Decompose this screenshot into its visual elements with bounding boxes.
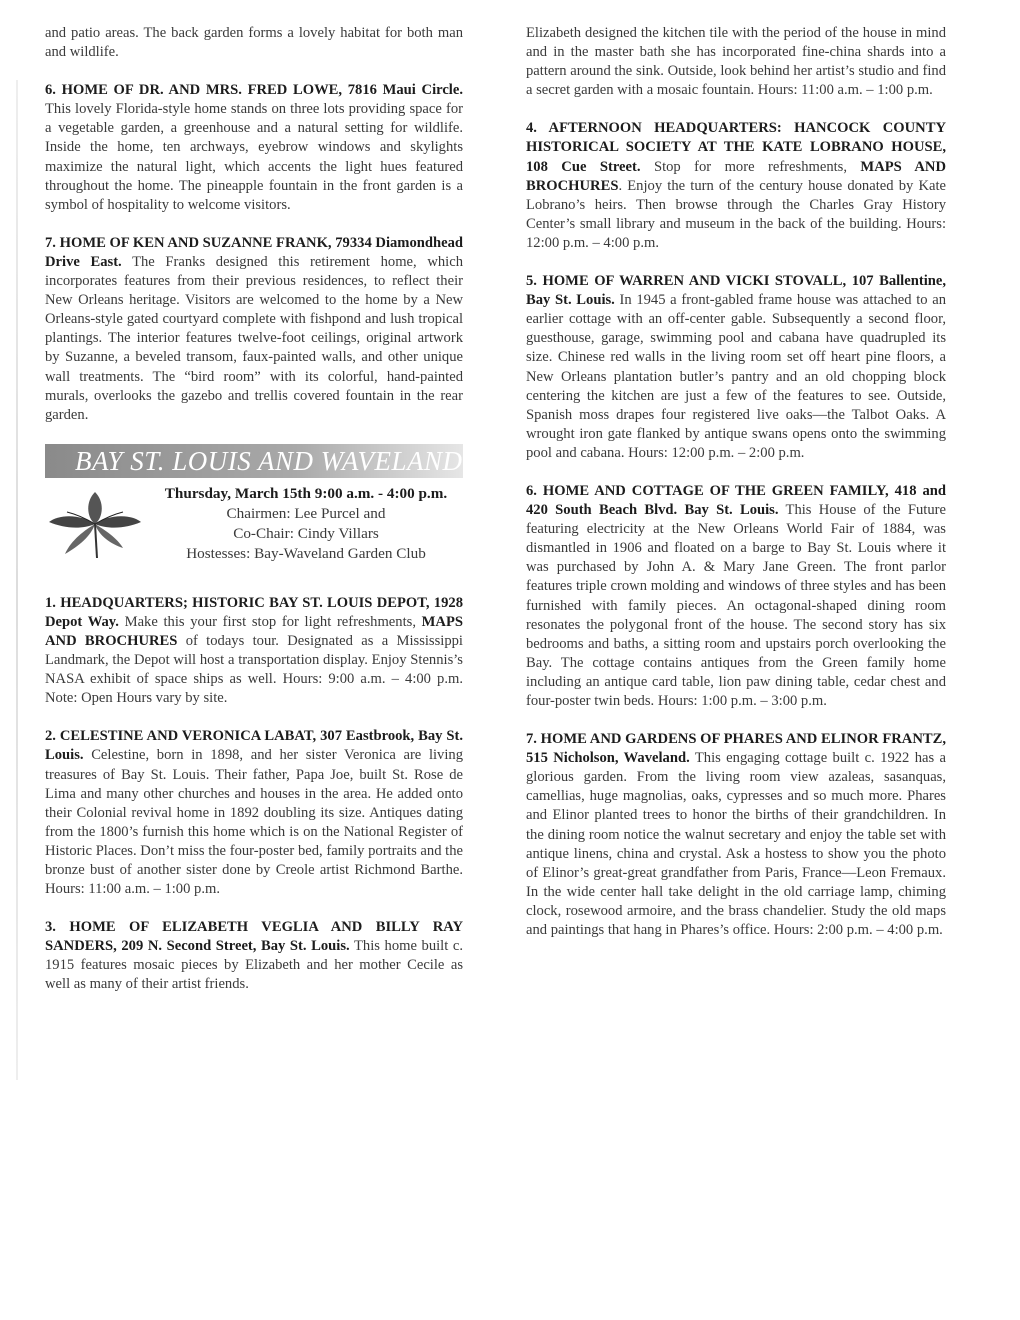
listing-heading: 6. HOME OF DR. AND MRS. FRED LOWE, 7816 Maui Circle. — [45, 82, 463, 99]
listing-heading: 5. HOME OF WARREN AND VICKI STOVALL, 107 Ballentine, Bay St. Louis. — [526, 273, 946, 309]
paragraph-continuation — [526, 24, 946, 100]
listing-body: This engaging cottage built c. 1922 has a glorious garden. From the living room view azaleas, sasanquas, camellias, huge magnolias, oaks, cypresses and so much more. Phares and Elinor planted trees to honor the births of their grandchildren. In the dining room notice the walnut secretary and enjoy the table set with antique linens, china and crystal. Ask a hostess to show you the photo of Elinor’s great-great grandfather from Paris, France—Leon Fremaux. In the wide center hall take delight in the old carriage lamp, chiming clock, rosewood armoire, and the brass chandelier. Study the old maps and paintings that hang in Phares’s office. Hours: 2:00 p.m. – 4:00 p.m. — [526, 750, 947, 939]
continuation-text: and patio areas. The back garden forms a lovely habitat for both man and wildlife. — [45, 25, 463, 61]
listing-3-veglia — [45, 918, 463, 994]
iris-flower-icon — [45, 484, 145, 558]
listing-body: This House of the Future featuring electricity at the New Orleans World Fair of 1884, was dismantled in 1906 and floated on a barge to Bay St. Louis where it was purchased by John A. & Mary Jane Green. The front parlor features triple crown molding and windows of three styles and has been furnished with family pieces. An octagonal-shaped dining room resonates the polygonal front of the house. The second story has six bedrooms and baths, a sitting room and upstairs porch overlooking the Bay. The cottage contains antiques from the Green family home including an antique card table, lion paw dining table, cedar chest and four-poster twin beds. Hours: 1:00 p.m. – 3:00 p.m. — [526, 502, 946, 709]
event-date: Thursday, March 15th 9:00 a.m. - 4:00 p.m. — [164, 484, 448, 502]
listing-heading: 1. HEADQUARTERS; HISTORIC BAY ST. LOUIS DEPOT, 1928 Depot Way. — [45, 594, 463, 630]
event-info — [45, 484, 463, 564]
left-column — [45, 24, 463, 1014]
listing-body: Stop for more refreshments, — [640, 158, 861, 175]
right-column — [526, 24, 946, 959]
listing-heading: 4. AFTERNOON HEADQUARTERS: HANCOCK COUNTY HISTORICAL SOCIETY AT THE KATE LOBRANO HOUSE, 108 Cue Street. — [526, 120, 946, 175]
listing-body: This lovely Florida-style home stands on three lots providing space for a vegetable garden, a greenhouse and a natural setting for wildlife. Inside the home, ten archways, eyebrow windows and skylights maximize the natural light, which accents the light hues featured throughout the home. The pineapple fountain in the front garden is a symbol of hospitality to welcome visitors. — [45, 101, 463, 213]
event-hostesses: Hostesses: Bay-Waveland Garden Club — [186, 544, 426, 562]
event-chairmen: Chairmen: Lee Purcel and — [226, 504, 386, 522]
event-cochair: Co-Chair: Cindy Villars — [233, 524, 379, 542]
listing-4-lobrano — [526, 119, 946, 253]
listing-2-labat — [45, 727, 463, 899]
listing-body: In 1945 a front-gabled frame house was attached to an earlier cottage with an off-center gable. Subsequently a second floor, guesthouse, garage, swimming pool and cabana have quadrupled its size. Chinese red walls in the living room set off heart pine floors, a New Orleans plantation butler’s pantry and an old chopping block centering the kitchen are just a few of the features to see. Outside, Spanish moss drapes four registered live oaks—the Talbot Oaks. A wrought iron gate flanked by antique swans opens onto the swimming pool and cabana. Hours: 12:00 p.m. – 2:00 p.m. — [526, 292, 946, 461]
listing-6-green — [526, 482, 946, 711]
listing-heading: 3. HOME OF ELIZABETH VEGLIA AND BILLY RAY SANDERS, 209 N. Second Street, Bay St. Louis. — [45, 919, 463, 955]
listing-heading: 6. HOME AND COTTAGE OF THE GREEN FAMILY, 418 and 420 South Beach Blvd. Bay St. Louis. — [526, 482, 946, 519]
continuation-text: Elizabeth designed the kitchen tile with the period of the house in mind and in the master bath she has incorporated fine-china shards into a pattern around the sink. Outside, look behind her artist’s studio and find a secret garden with a mosaic fountain. Hours: 11:00 a.m. – 1:00 p.m. — [526, 25, 946, 99]
listing-heading: 7. HOME AND GARDENS OF PHARES AND ELINOR FRANTZ, 515 Nicholson, Waveland. — [526, 731, 946, 767]
listing-body: . Enjoy the turn of the century house donated by Kate Lobrano’s heirs. Then browse through the Charles Gray History Center’s small library and museum in the back of the building. Hours: 12:00 p.m. – 4:00 p.m. — [526, 177, 946, 251]
listing-body: Make this your first stop for light refreshments, — [118, 613, 422, 630]
event-details — [149, 484, 463, 564]
listing-heading: 2. CELESTINE AND VERONICA LABAT, 307 Eastbrook, Bay St. Louis. — [45, 728, 463, 764]
paragraph-continuation — [45, 24, 463, 62]
listing-heading: 7. HOME OF KEN AND SUZANNE FRANK, 79334 Diamondhead Drive East. — [45, 234, 463, 270]
listing-7-frantz — [526, 730, 946, 940]
maps-brochures-label: MAPS AND BROCHURES — [45, 613, 463, 649]
listing-body: This home built c. 1915 features mosaic pieces by Elizabeth and her mother Cecile as well as many of their artist friends. — [45, 938, 463, 993]
listing-1-depot — [45, 594, 463, 709]
scan-edge-mark — [16, 80, 18, 1080]
listing-6-lowe — [45, 81, 463, 215]
maps-brochures-label: MAPS AND BROCHURES — [526, 158, 946, 194]
listing-body: The Franks designed this retirement home, which incorporates features from their previous residences, to reflect their New Orleans heritage. Visitors are welcomed to the home by a New Orleans-style gated courtyard complete with fishpond and lush tropical plantings. The interior features twelve-foot ceilings, original artwork by Suzanne, a beveled transom, faux-painted walls, and other unique wall treatments. The “bird room” with its colorful, hand-painted murals, overlooks the gazebo and trellis covered fountain in the rear garden. — [45, 253, 463, 423]
listing-body: Celestine, born in 1898, and her sister Veronica are living treasures of Bay St. Louis. Their father, Papa Joe, built St. Rose de Lima and many other churches and houses in the area. He added onto their Colonial revival home in 1892 doubling its size. Antiques dating from the 1800’s furnish this home which is on the National Register of Historic Places. Don’t miss the four-poster bed, family portraits and the bronze bust of another sister done by Creole artist Richmond Barthe. Hours: 11:00 a.m. – 1:00 p.m. — [45, 747, 463, 898]
listing-5-stovall — [526, 272, 946, 463]
section-banner: BAY ST. LOUIS AND WAVELAND — [45, 444, 463, 478]
listing-7-frank — [45, 234, 463, 425]
listing-body: of todays tour. Designated as a Mississippi Landmark, the Depot will host a transportation display. Enjoy Stennis’s NASA exhibit of space ships as well. Hours: 9:00 a.m. – 4:00 p.m. Note: Open Hours vary by site. — [45, 632, 463, 707]
